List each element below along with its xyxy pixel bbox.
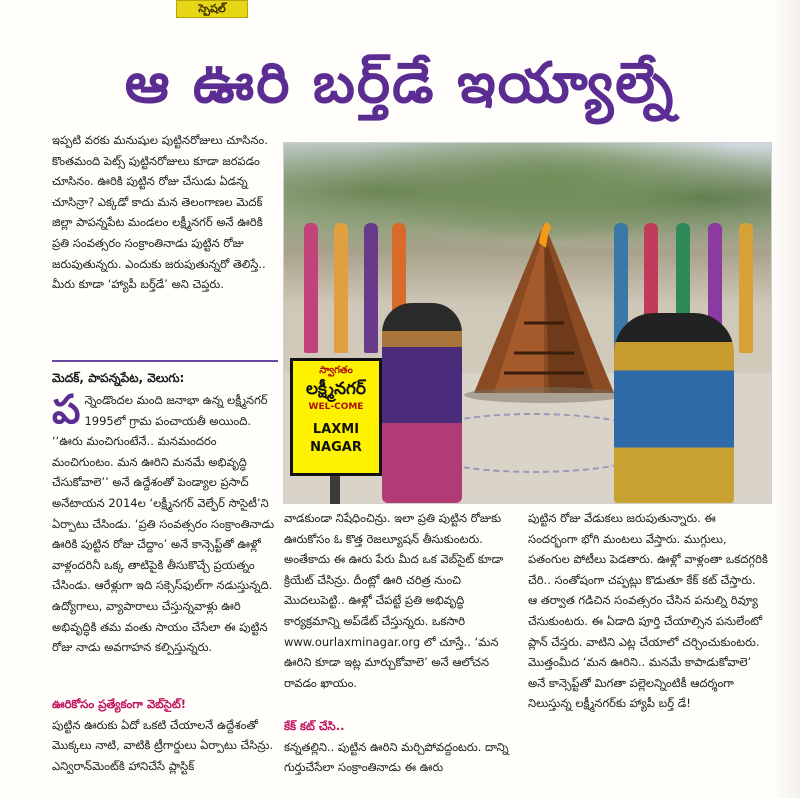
article-column-1-continued	[52, 694, 278, 798]
woman-in-saree	[382, 303, 462, 503]
sign-village-name-telugu: లక్ష్మీనగర్	[306, 379, 366, 399]
divider	[52, 360, 278, 362]
headline: ఆ ఊరి బర్త్‌డే ఇయ్యాల్నే	[124, 51, 676, 116]
article-column-3	[528, 508, 768, 798]
dateline: మెదక్, పాపన్నపేట, వెలుగు:	[52, 371, 185, 385]
article-column-1	[52, 390, 278, 690]
intro-paragraph: ఇప్పటి వరకు మనుషుల పుట్టినరోజులు చూసినం. కొంతమంది పెట్స్ పుట్టినరోజులు కూడా జరపడం చూసినం. ఊరికి పుట్టిన రోజు చేసుడు ఏడన్న చూసిన్రా? ఎక్కడో కాదు మన తెలంగాణల మెదక్ జిల్లా పాపన్నపేట మండలం లక్ష్మీనగర్ అనే ఊరికి ప్రతి సంవత్సరం సంక్రాంతినాడు పుట్టిన రోజు జరుపుతున్నరు. ఎందుకు జరుపుతున్నరో తెలిస్తే.. మీరు కూడా ‘హ్యాపీ బర్త్‌డే’ అని చెప్తరు.	[52, 133, 268, 292]
person	[364, 223, 378, 353]
column-1-body	[52, 390, 278, 658]
sign-post	[330, 476, 340, 504]
person	[304, 223, 318, 353]
column-3-body: పుట్టిన రోజు వేడుకలు జరుపుతున్నారు. ఈ సందర్భంగా భోగి మంటలు వేస్తారు. ముగ్గులు, పతంగుల పోటీలు పెడతారు. ఊళ్లో వాళ్లంతా ఒకదగ్గరికి చేరి.. సంతోషంగా చప్పట్లు కొడుతూ కేక్ కట్ చేస్తారు. ఆ తర్వాత గడిచిన సంవత్సరం చేసిన పనుల్ని రివ్యూ చేసుకుంటరు. ఈ ఏడాది పూర్తి చేయాల్సిన పనులేంటో ప్లాన్ చేస్తరు. వాటిని ఎట్ల చేయాలో చర్చించుకుంటరు. మొత్తంమీద ‘మన ఊరిని.. మనమే కాపాడుకోవాలె’ అనే కాన్సెప్ట్‌తో మిగతా పల్లెలన్నింటికీ ఆదర్శంగా నిలుస్తున్న లక్ష్మీనగర్‌కు హ్యాపీ బర్త్ డే!	[528, 511, 768, 711]
column-2-body: వాడకుండా నిషేధించిన్రు. ఇలా ప్రతి పుట్టిన రోజుకు ఊరుకోసం ఓ కొత్త రెజల్యూషన్ తీసుకుంటరు. అంతేకాదు ఈ ఊరు పేరు మీద ఒక వెబ్‌సైట్ కూడా క్రియేట్ చేసిన్రు. దీంట్లో ఊరి చరిత్ర నుంచి మొదలుపెట్టి.. ఊళ్లో చేపట్టే ప్రతి అభివృద్ధి కార్యక్రమాన్ని అప్‌డేట్ చేస్తున్నరు. ఒకసారి www.ourlaxminagar.org లో చూస్తే.. ‘మన ఊరిని కూడా ఇట్ల మార్చుకోవాలె’ అనే ఆలోచన రావడం ఖాయం.	[284, 511, 504, 690]
sign-welcome-telugu: స్వాగతం	[319, 365, 353, 376]
column-1-text: న్నెండొందల మంది జనాభా ఉన్న లక్ష్మీనగర్ 1995లో గ్రామ పంచాయతీ అయింది. ‘‘ఊరు మంచిగుంటేనే.. మనమందరం మంచిగుంటం. మన ఊరిని మనమే అభివృద్ధి చేసుకోవాలె’’ అనే ఉద్దేశంతో పెండ్యాల ప్రసాద్ అనేటాయన 2014ల ‘లక్ష్మీనగర్ వెల్ఫేర్ సొసైటీ’ని ఏర్పాటు చేసిండు. ‘ప్రతి సంవత్సరం సంక్రాంతినాడు ఊరికి పుట్టిన రోజు చేద్దాం’ అనే కాన్సెప్ట్‌తో ఊళ్లో వాళ్లందరినీ ఒక్క తాటిపైకి తీసుకొచ్చే ప్రయత్నం చేసిండు. ఆరేళ్లుగా ఇది సక్సెస్‌ఫుల్‌గా నడుస్తున్నది. ఉద్యోగాలు, వ్యాపారాలు చేస్తున్నవాళ్లు ఊరి అభివృద్ధికి తమ వంతు సాయం చేసేలా ఈ పుట్టిన రోజు నాడు అవగాహన కల్పిస్తున్నరు.	[52, 393, 275, 655]
column-2-body-2: కన్నతల్లిని.. పుట్టిన ఊరిని మర్చిపోవద్దంటరు. దాన్ని గుర్తుచేసేలా సంక్రాంతినాడు ఈ ఊరు	[284, 739, 509, 775]
sign-welcome-english: WEL-COME	[308, 402, 364, 412]
woman-in-saree	[614, 313, 734, 504]
article-column-2	[284, 508, 522, 718]
subhead-cake-cut: కేక్ కట్ చేసి..	[284, 719, 345, 733]
welcome-sign	[290, 358, 382, 476]
drop-cap: ప	[52, 390, 81, 433]
column-1-body-2: పుట్టిన ఊరుకు ఏదో ఒకటి చేయాలనే ఉద్దేశంతో మొక్కలు నాటి, వాటికి ట్రీగార్డులు ఏర్పాటు చేసిన్రు. ఎన్విరాన్‌మెంట్‌కి హానిచేసే ప్లాస్టిక్	[52, 717, 273, 773]
person	[739, 223, 753, 353]
article-column-2-continued	[284, 716, 522, 798]
person	[334, 223, 348, 353]
subhead-website: ఊరికోసం ప్రత్యేకంగా వెబ్‌సైట్!	[52, 697, 186, 711]
page-edge	[772, 0, 800, 798]
sign-village-name-english: LAXMI NAGAR	[310, 422, 362, 455]
bonfire-icon	[454, 203, 634, 403]
section-tag: స్పెషల్	[176, 0, 248, 18]
